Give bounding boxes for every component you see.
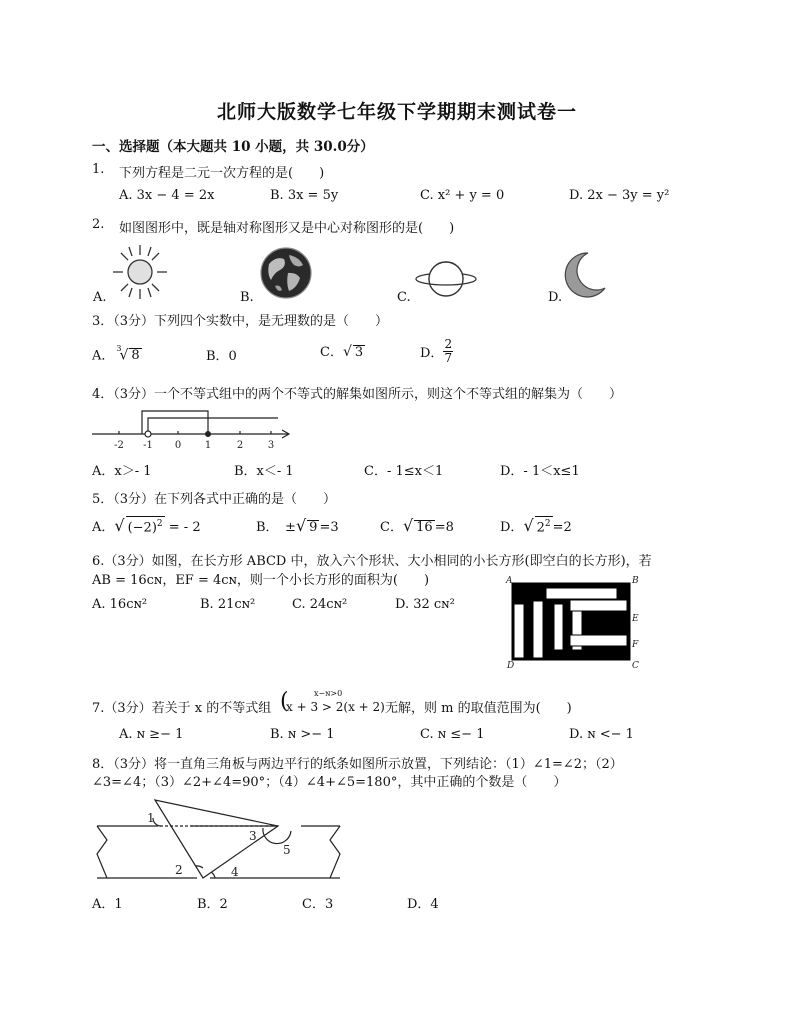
q4-tick-0: 0	[174, 440, 182, 451]
q8-stem-line1: 8．（3分）将一直角三角板与两边平行的纸条如图所示放置，下列结论：（1）∠1=∠2；（2）	[92, 757, 623, 772]
globe-figure	[259, 246, 313, 300]
q2-option-b[interactable]: B.	[240, 290, 254, 305]
q6-point-e: E	[632, 614, 639, 624]
q8-option-a[interactable]: A．1	[92, 897, 123, 912]
q5-option-a-radicand: (−2)	[127, 520, 157, 535]
q7-option-d[interactable]: D. ɴ <− 1	[569, 727, 634, 742]
q3-cube-root-index: 3	[116, 344, 122, 353]
q8-angle-4: 4	[231, 865, 239, 879]
q5-option-d-letter: D．	[500, 520, 524, 535]
q5-option-d[interactable]: D．√ $2^2 =2$	[500, 516, 572, 535]
q5-option-b-letter: B． ±	[256, 520, 296, 535]
q1-option-d[interactable]: D. 2x − 3y = y²	[569, 188, 670, 203]
q1-stem: 下列方程是二元一次方程的是( )	[119, 166, 325, 181]
q4-tick-2: 2	[236, 440, 244, 451]
q6-point-a: A	[506, 576, 513, 586]
q6-point-f: F	[632, 640, 639, 650]
q5-stem: 5．（3分）在下列各式中正确的是（ ）	[92, 492, 337, 507]
q4-tick-neg1: -1	[143, 440, 153, 451]
q3-option-a-radicand: 8	[131, 348, 140, 364]
q6-stem-line2: AB = 16cɴ，EF = 4cɴ，则一个小长方形的面积为( )	[92, 573, 430, 588]
q5-option-b-result: =3	[319, 520, 339, 535]
q5-option-b[interactable]: B． ±√ 9 =3	[256, 516, 339, 535]
q1-option-b[interactable]: B. 3x = 5y	[270, 188, 339, 203]
q4-tick-3: 3	[267, 440, 275, 451]
q5-option-d-radicand: 2	[536, 520, 545, 535]
q1-option-a[interactable]: A. 3x − 4 = 2x	[119, 188, 215, 203]
q6-option-d[interactable]: D. 32 cɴ²	[395, 597, 455, 612]
q5-option-a-letter: A．	[92, 520, 115, 535]
q5-option-d-result: =2	[552, 520, 572, 535]
q6-point-c: C	[632, 661, 639, 671]
q3-option-c[interactable]: C．√ 3	[320, 344, 364, 360]
q3-option-c-radicand: 3	[354, 345, 364, 360]
section-heading: 一、选择题（本大题共 10 小题，共 30.0分）	[92, 139, 374, 155]
q8-angle-1: 1	[147, 811, 155, 825]
crescent-moon-figure	[563, 250, 607, 300]
q7-system-top: x−ɴ>0	[314, 689, 343, 698]
q8-angle-2: 2	[175, 863, 183, 877]
q3-option-d-letter: D．	[420, 346, 444, 361]
q3-stem: 3．（3分）下列四个实数中，是无理数的是（ ）	[92, 314, 389, 329]
q8-angle-5: 5	[283, 843, 291, 857]
q4-option-a[interactable]: A．x＞- 1	[92, 464, 152, 479]
q5-option-a-result: = - 2	[164, 520, 201, 535]
q4-tick-1: 1	[204, 440, 212, 451]
q1-number: 1.	[92, 162, 105, 177]
q2-option-d[interactable]: D.	[548, 290, 563, 305]
q8-option-b[interactable]: B．2	[197, 897, 228, 912]
q6-option-b[interactable]: B. 21cɴ²	[200, 597, 256, 612]
q2-option-c[interactable]: C.	[397, 290, 411, 305]
q7-option-a[interactable]: A. ɴ ≥− 1	[119, 727, 184, 742]
q7-option-b[interactable]: B. ɴ >− 1	[270, 727, 335, 742]
q3-option-b[interactable]: B．0	[206, 349, 237, 364]
q4-number-line	[90, 404, 295, 452]
q3-fraction-numerator: 2	[444, 337, 453, 351]
q5-option-c[interactable]: C．√ 16 =8	[380, 516, 454, 535]
page-title: 北师大版数学七年级下学期期末测试卷一	[216, 101, 577, 123]
q4-option-b[interactable]: B．x＜- 1	[234, 464, 294, 479]
q6-point-b: B	[632, 576, 639, 586]
q6-rectangle-figure	[502, 574, 642, 672]
q8-triangle-strip-figure	[95, 796, 345, 884]
q8-stem-line2: ∠3=∠4；（3）∠2+∠4=90°；（4）∠4+∠5=180°，其中正确的个数是（ ）	[92, 775, 567, 790]
q6-option-c[interactable]: C. 24cɴ²	[292, 597, 348, 612]
q4-option-d[interactable]: D．- 1＜x≤1	[500, 464, 580, 479]
q8-angle-3: 3	[249, 829, 257, 843]
q3-option-d[interactable]	[420, 338, 453, 365]
q5-option-c-letter: C．	[380, 520, 403, 535]
q2-stem: 如图图形中，既是轴对称图形又是中心对称图形的是( )	[119, 221, 455, 236]
sun-figure	[110, 243, 170, 301]
q7-option-c[interactable]: C. ɴ ≤− 1	[420, 727, 485, 742]
q6-point-d: D	[507, 661, 515, 671]
q4-tick-neg2: -2	[114, 440, 124, 451]
q3-option-a[interactable]: A． $^3$√ 8	[92, 344, 140, 364]
q8-option-c[interactable]: C．3	[302, 897, 334, 912]
q7-inequality-system	[280, 689, 385, 719]
q5-option-d-exponent: 2	[544, 518, 551, 529]
q2-option-a[interactable]: A.	[93, 290, 107, 305]
left-brace-icon: (	[280, 689, 289, 714]
q7-stem-suffix: 无解，则 m 的取值范围为( )	[385, 701, 572, 716]
q5-option-c-result: =8	[434, 520, 454, 535]
q6-stem-line1: 6.（3分）如图，在长方形 ABCD 中，放入六个形状、大小相同的小长方形(即空白的长方形)，若	[92, 554, 652, 569]
q7-system-bottom: x + 3 > 2(x + 2)	[286, 700, 385, 714]
q2-number: 2.	[92, 217, 105, 232]
q8-option-d[interactable]: D．4	[407, 897, 439, 912]
planet-figure	[414, 258, 478, 300]
q5-option-a-exponent: 2	[156, 518, 163, 529]
q7-stem-prefix: 7.（3分）若关于 x 的不等式组	[92, 701, 272, 716]
q3-option-a-letter: A．	[92, 348, 115, 364]
q5-option-b-radicand: 9	[309, 520, 318, 535]
q5-option-c-radicand: 16	[416, 520, 433, 535]
q6-option-a[interactable]: A. 16cɴ²	[92, 597, 148, 612]
q5-option-a[interactable]: A．√ $(-2)^2$ = - 2	[92, 516, 201, 535]
q3-option-c-letter: C．	[320, 345, 343, 360]
q3-fraction-denominator: 7	[444, 351, 453, 365]
q4-stem: 4．（3分）一个不等式组中的两个不等式的解集如图所示，则这个不等式组的解集为（ ）	[92, 387, 623, 402]
q4-option-c[interactable]: C．- 1≤x＜1	[364, 464, 444, 479]
q1-option-c[interactable]: C. x² + y = 0	[420, 188, 505, 203]
